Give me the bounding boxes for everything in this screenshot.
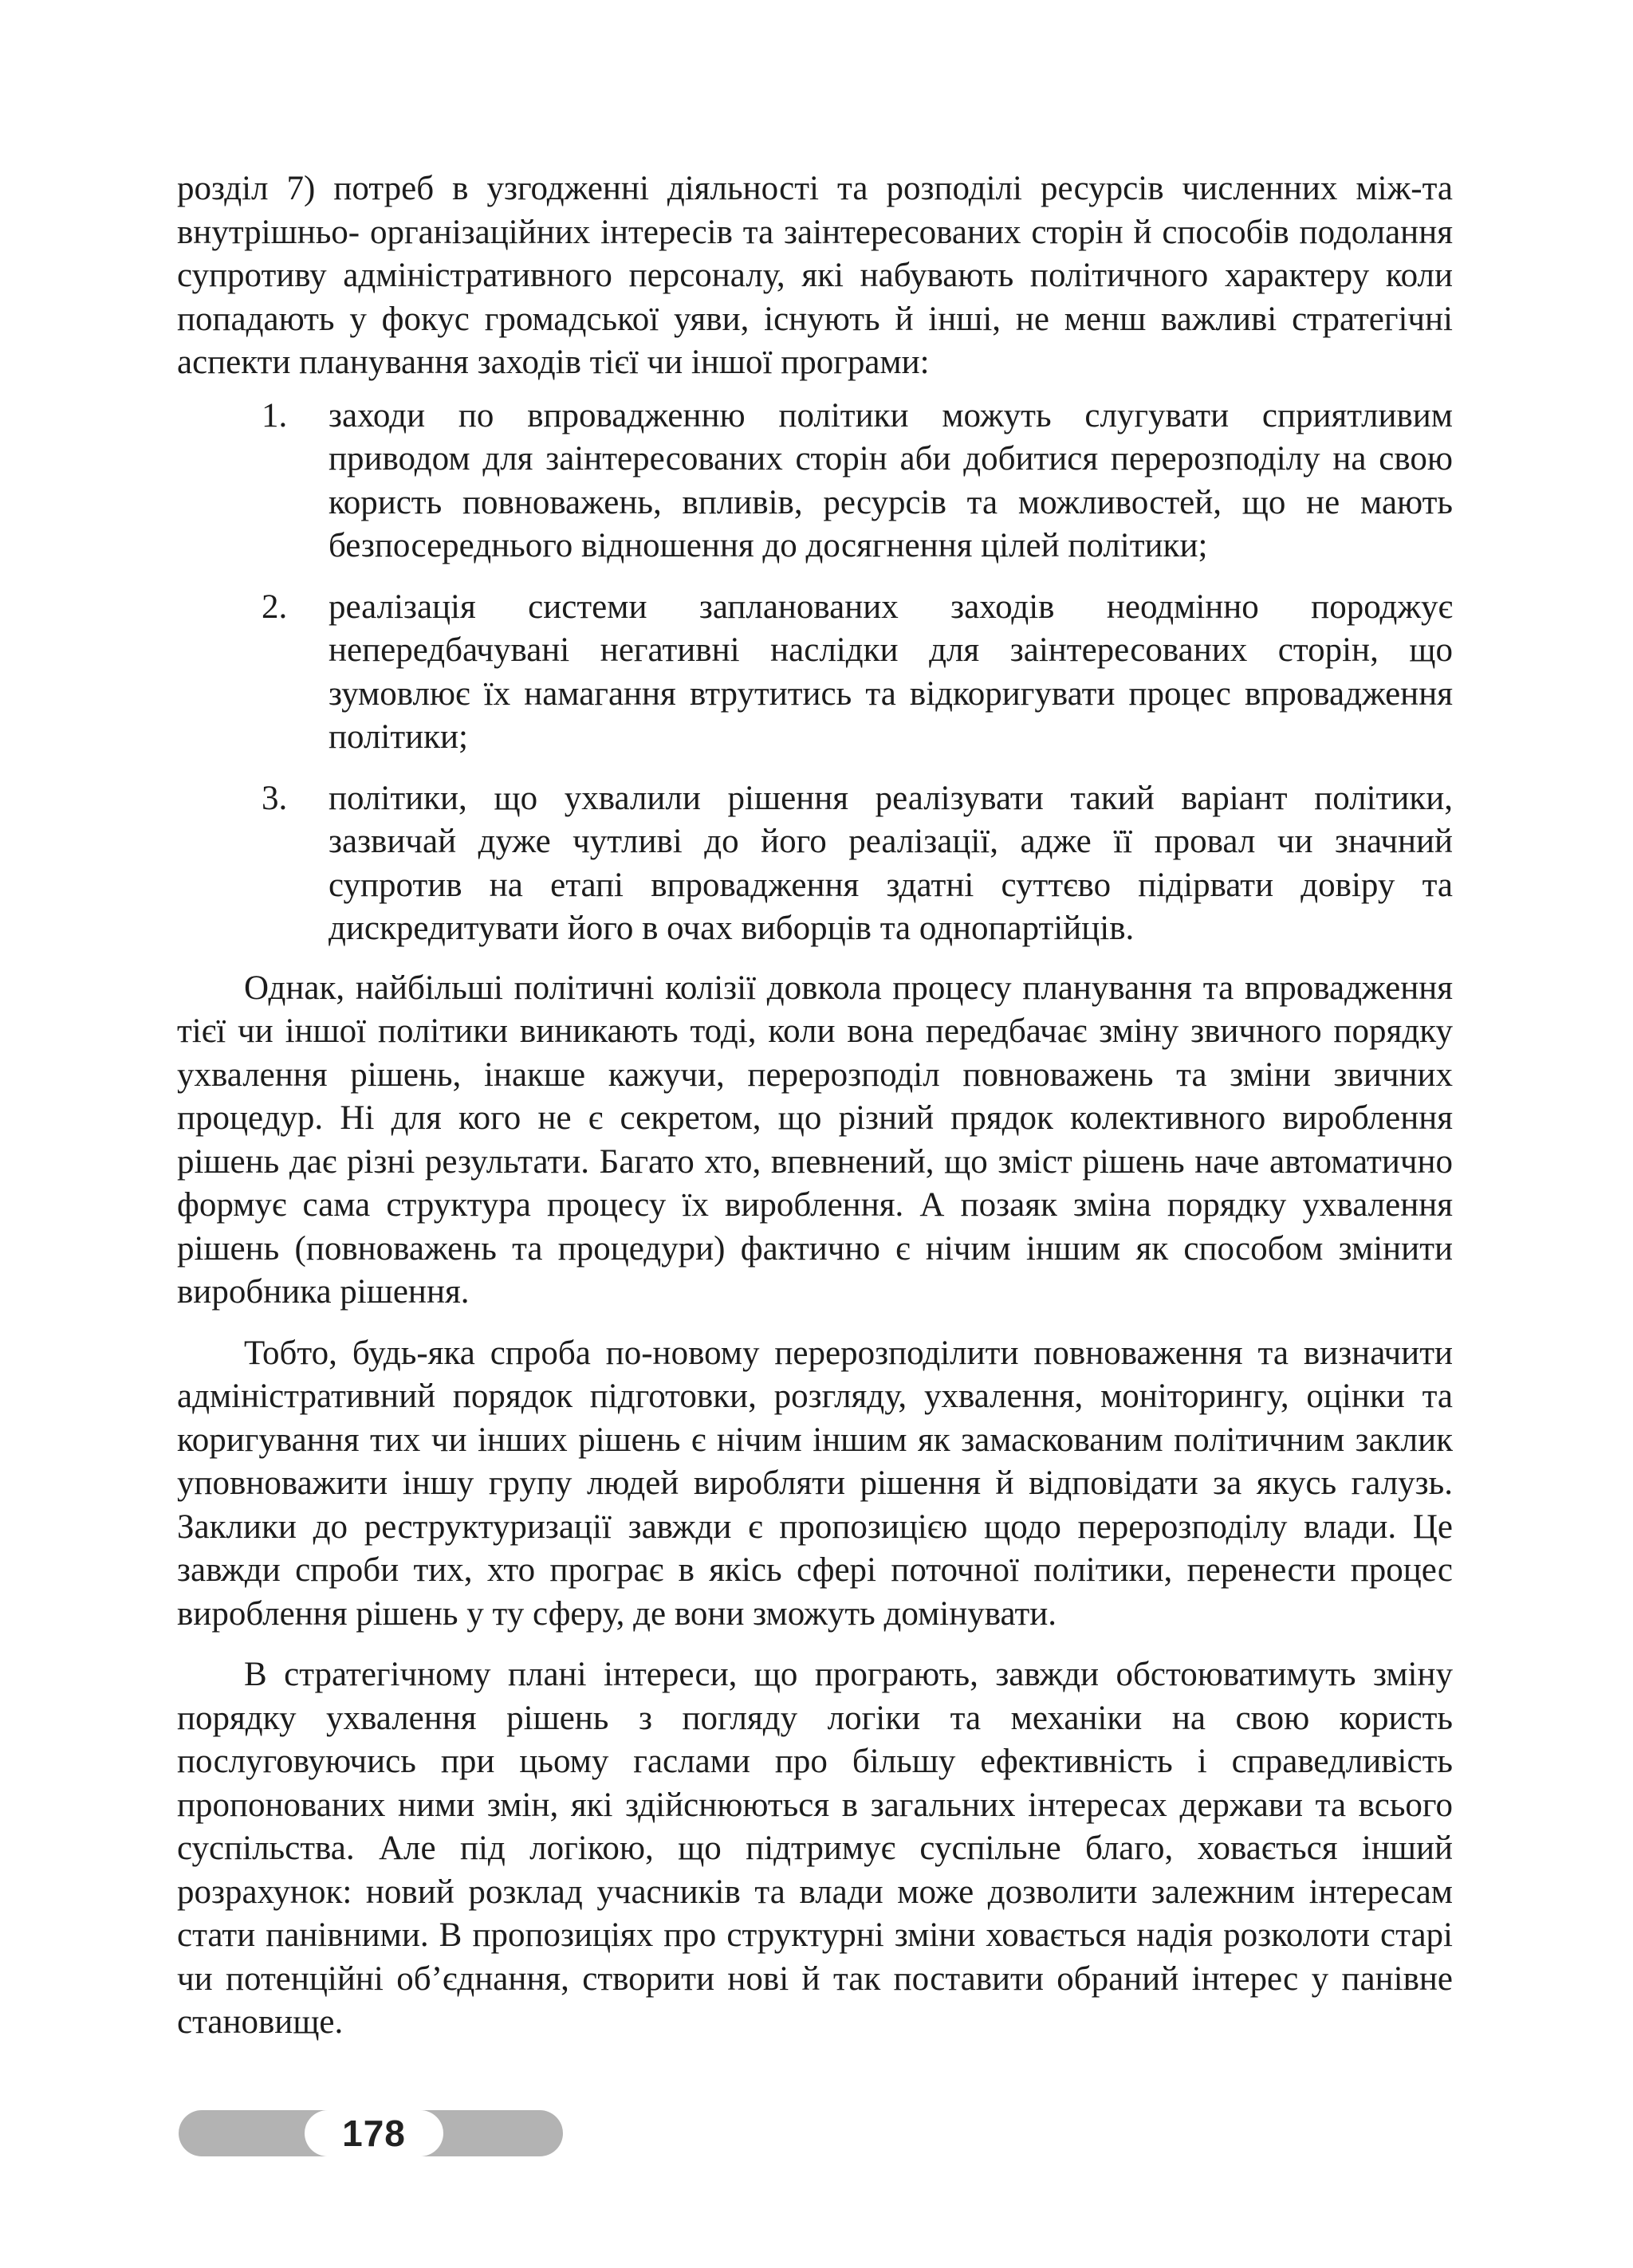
list-item-number: 1. [262, 396, 288, 434]
list-item-number: 2. [262, 588, 288, 626]
list-item [177, 777, 1453, 951]
page-number: 178 [305, 2110, 443, 2156]
list-item-text: реалізація системи запланованих заходів неодмінно породжує непередбачувані негативні наслідки для заінтересованих сторін, що зумовлює їх намагання втрутитись та відкоригувати процес впровадження політики; [329, 588, 1453, 756]
paragraph-collisions: Однак, найбільші політичні колізії довкола процесу планування та впровадження тієї чи іншої політики виникають тоді, коли вона передбачає зміну звичного порядку ухвалення рішень, інакше кажучи, перерозподіл повноважень та зміни звичних процедур. Ні для кого не є секретом, що різний прядок колективного вироблення рішень дає різні результати. Багато хто, впевнений, що зміст рішень наче автоматично формує сама структура процесу їх вироблення. А позаяк зміна порядку ухвалення рішень (повноважень та процедури) фактично є нічим іншим як способом змінити виробника рішення. [177, 969, 1453, 1311]
paragraph-strategic-plan: В стратегічному плані інтереси, що програють, завжди обстоюватимуть зміну порядку ухвалення рішень з погляду логіки та механіки на свою користь послуговуючись при цьому гаслами про більшу ефективність і справедливість пропонованих ними змін, які здійснюються в загальних інтересах держави та всього суспільства. Але під логікою, що підтримує суспільне благо, ховається інший розрахунок: новий розклад учасників та влади може дозволити залежним інтересам стати панівними. В пропозиціях про структурні зміни ховається надія розколоти старі чи потенційні об’єднання, створити нові й так поставити обраний інтерес у панівне становище. [177, 1656, 1453, 2041]
intro-paragraph: розділ 7) потреб в узгодженні діяльності та розподілі ресурсів численних між-та внутрішньо- організаційних інтересів та заінтересованих сторін й способів подолання супротиву адміністративного персоналу, які набувають політичного характеру коли попадають у фокус громадської уяви, існують й інші, не менш важливі стратегічні аспекти планування заходів тієї чи іншої програми: [177, 170, 1453, 381]
list-item [177, 586, 1453, 760]
list-item-text: заходи по впровадженню політики можуть слугувати сприятливим приводом для заінтересованих сторін аби добитися перерозподілу на свою користь повноважень, впливів, ресурсів та можливостей, що не мають безпосереднього відношення до досягнення цілей політики; [329, 396, 1453, 564]
body-text [177, 167, 1453, 2045]
list-item-number: 3. [262, 779, 288, 817]
numbered-list [177, 395, 1453, 951]
paragraph-redistribution: Тобто, будь-яка спроба по-новому перерозподілити повноваження та визначити адміністративний порядок підготовки, розгляду, ухвалення, моніторингу, оцінки та коригування тих чи інших рішень є нічим іншим як замаскованим політичним заклик уповноважити іншу групу людей виробляти рішення й відповідати за якусь галузь. Заклики до реструктуризації завжди є пропозицією щодо перерозподілу влади. Це завжди спроби тих, хто програє в якісь сфері поточної політики, перенести процес вироблення рішень у ту сферу, де вони зможуть домінувати. [177, 1334, 1453, 1633]
list-item [177, 395, 1453, 568]
list-item-text: політики, що ухвалили рішення реалізувати такий варіант політики, зазвичай дуже чутливі до його реалізації, адже її провал чи значний супротив на етапі впровадження здатні суттєво підірвати довіру та дискредитувати його в очах виборців та однопартійців. [329, 779, 1453, 947]
